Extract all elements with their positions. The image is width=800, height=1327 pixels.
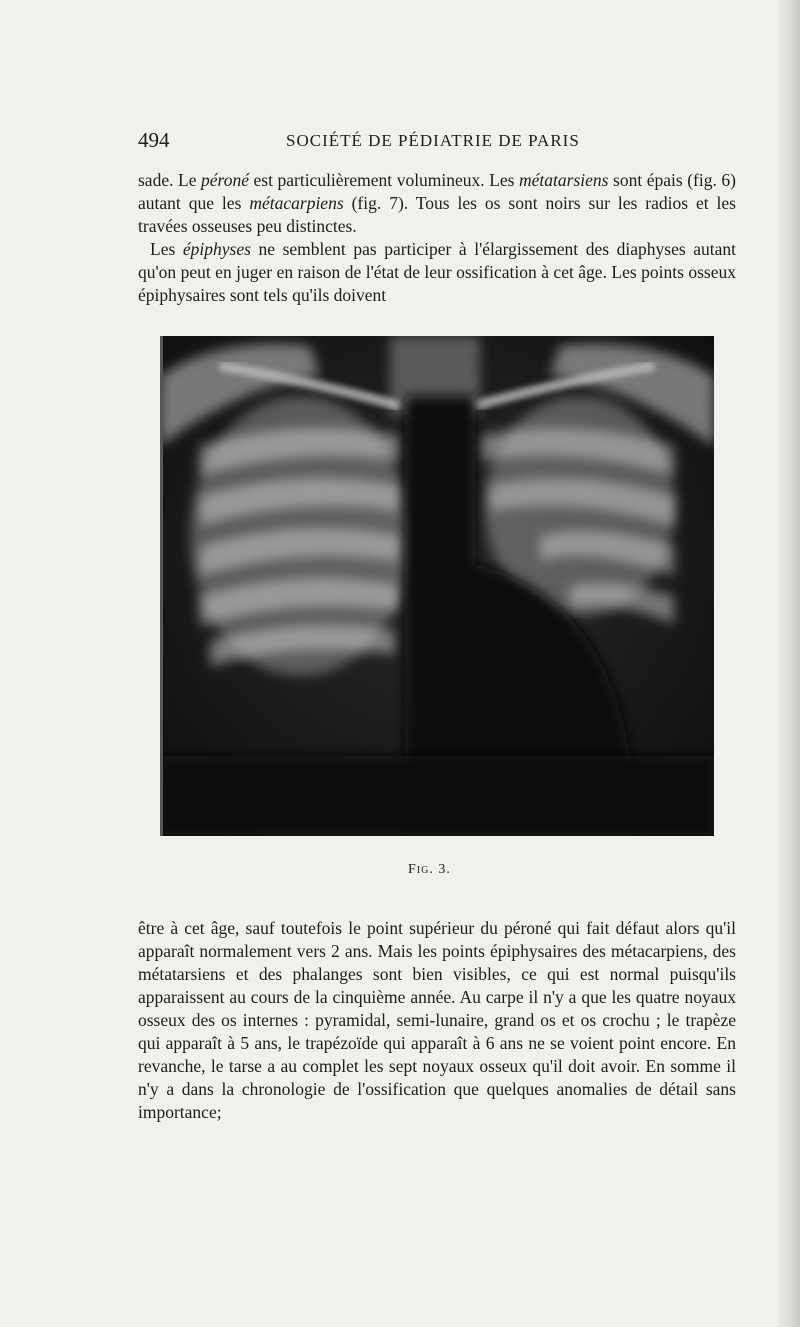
paragraph-2 [138,238,736,307]
paragraph-1 [138,169,736,238]
emphasis-metatarsiens: métatarsiens [519,170,609,190]
emphasis-perone: péroné [201,170,249,190]
page-edge [778,0,800,1327]
text-run: ne semblent pas participer à l'élargissement des diaphyses autant qu'on peut en juger en raison de l'état de leur ossification à cet âge. Les points osseux épiphysaires sont tels qu'ils doivent [138,239,736,305]
running-head: SOCIÉTÉ DE PÉDIATRIE DE PARIS [286,131,580,150]
chest-xray-figure [160,336,714,836]
emphasis-epiphyses: épiphyses [182,239,251,259]
text-run: est particulièrement volumineux. Les [248,170,520,190]
text-run: sont épais (fig. 6) autant que les [138,170,736,213]
emphasis-metacarpiens: métacarpiens [249,193,344,213]
page-number: 494 [138,128,170,152]
paragraph-3: être à cet âge, sauf toutefois le point supérieur du péroné qui fait défaut alors qu'il apparaît normalement vers 2 ans. Mais les points épiphysaires des métacarpiens, des métatarsiens et des phalanges sont bien visibles, ce qui est normal puisqu'ils apparaissent au cours de la cinquième année. Au carpe il n'y a que les quatre noyaux osseux des os internes : pyramidal, semi-lunaire, grand os et os crochu ; le trapèze qui apparaît à 5 ans, le trapézoïde qui apparaît à 6 ans ne se voient point encore. En revanche, le tarse a au complet les sept noyaux osseux qu'il doit avoir. En somme il n'y a dans la chronologie de l'ossification que quelques anomalies de détail sans importance; [138,918,736,1122]
page-header [138,128,738,158]
figure-caption: Fig. 3. [408,862,451,877]
text-run: (fig. 7). Tous les os sont noirs sur les radios et les travées osseuses peu distinctes. [138,193,736,236]
text-run: Les [150,239,183,259]
text-run: sade. Le [138,170,202,190]
xray-image [160,336,714,836]
